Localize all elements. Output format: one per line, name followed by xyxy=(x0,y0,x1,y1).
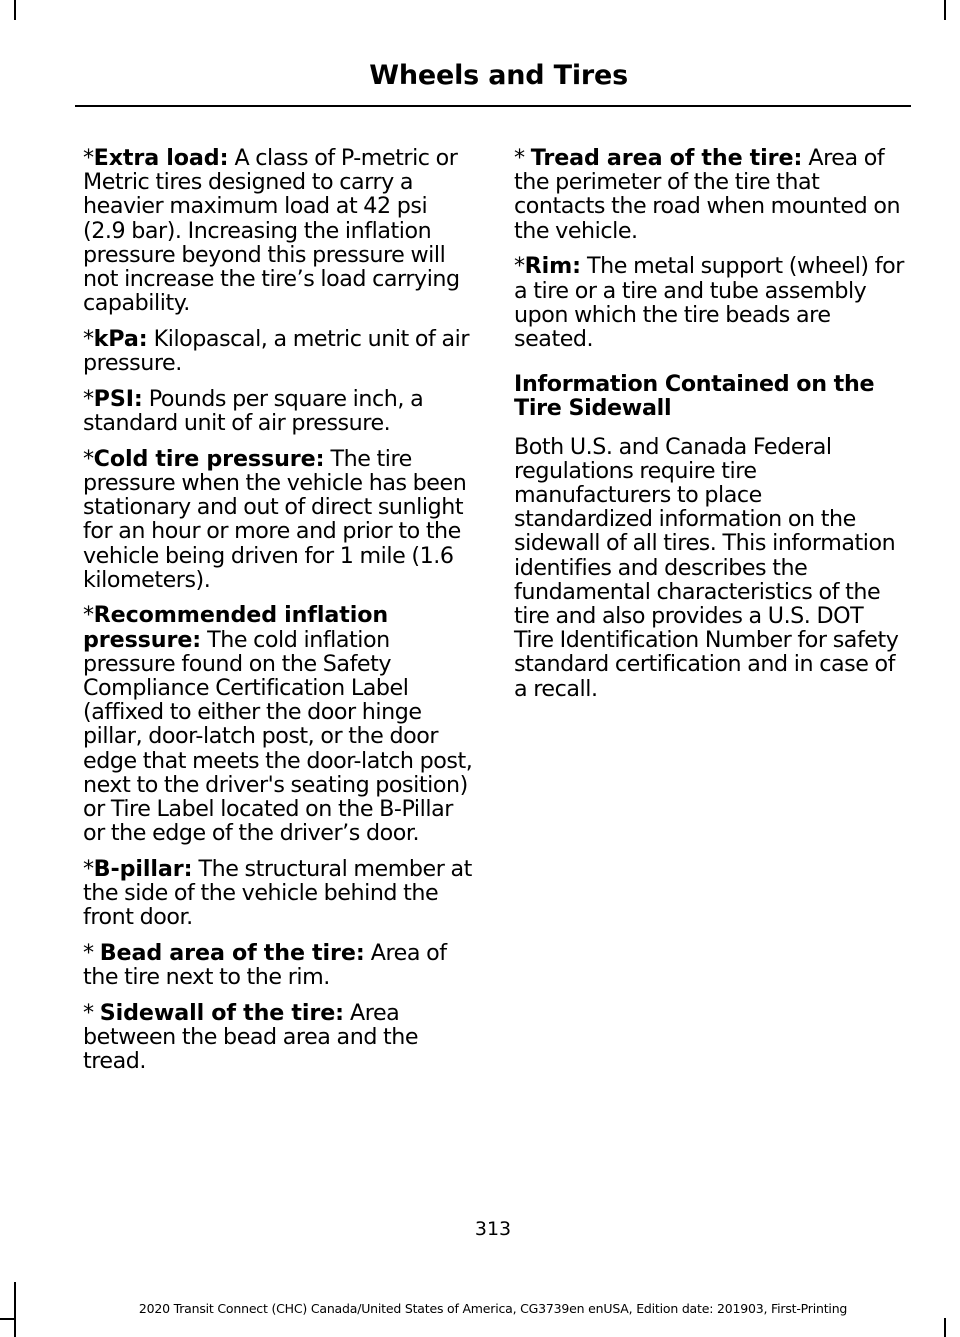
definition-paragraph: *Extra load: A class of P-metric or Metric tires designed to carry a heavier maximum load at 42 psi (2.9 bar). Increasing the inflation pressure beyond this pressure will not increase the tire’s load carrying capability. xyxy=(83,145,460,317)
crop-mark xyxy=(0,1318,16,1320)
crop-mark xyxy=(14,0,16,20)
definition-term: PSI: xyxy=(93,385,143,412)
definition-term: Recommended inflation pressure: xyxy=(83,602,389,653)
crop-mark xyxy=(944,0,946,20)
definition-paragraph: *B-pillar: The structural member at the side of the vehicle behind the front door. xyxy=(83,855,472,931)
section-heading: Information Contained on the Tire Sidewall xyxy=(514,371,875,422)
page-title: Wheels and Tires xyxy=(369,60,628,91)
definition-term: B-pillar: xyxy=(93,855,193,882)
definition-paragraph: * Tread area of the tire: Area of the perimeter of the tire that contacts the road when mounted on the vehicle. xyxy=(514,145,901,244)
definition-paragraph: *Rim: The metal support (wheel) for a tire or a tire and tube assembly upon which the tire beads are seated. xyxy=(514,253,904,352)
page-number: 313 xyxy=(474,1218,512,1240)
definition-paragraph: *Recommended inflation pressure: The cold inflation pressure found on the Safety Compliance Certification Label (affixed to either the door hinge pillar, door-latch post, or the door edge that meets the door-latch post, next to the driver's seating position) or Tire Label located on the B-Pillar or the edge of the driver’s door. xyxy=(83,602,473,847)
footer-text: 2020 Transit Connect (CHC) Canada/United States of America, CG3739en enUSA, Edition date: 201903, First-Printing xyxy=(138,1301,848,1316)
definition-term: kPa: xyxy=(93,325,148,352)
definition-term: Tread area of the tire: xyxy=(530,145,803,171)
definition-term: Cold tire pressure: xyxy=(93,445,325,472)
definition-term: Rim: xyxy=(524,253,581,280)
definition-paragraph: * Bead area of the tire: Area of the tire next to the rim. xyxy=(83,940,447,991)
header-divider xyxy=(75,105,911,107)
definition-paragraph: *kPa: Kilopascal, a metric unit of air pressure. xyxy=(83,325,470,377)
definition-paragraph: *PSI: Pounds per square inch, a standard unit of air pressure. xyxy=(83,385,424,437)
definition-term: Bead area of the tire: xyxy=(99,940,365,967)
section-body: Both U.S. and Canada Federal regulations require tire manufacturers to place standardized information on the sidewall of all tires. This information identifies and describes the fundamental characteristics of the tire and also provides a U.S. DOT Tire Identification Number for safety standard certification and in case of a recall. xyxy=(514,433,899,702)
definition-paragraph: * Sidewall of the tire: Area between the bead area and the tread. xyxy=(83,1000,419,1075)
left-column xyxy=(83,146,475,1085)
crop-mark xyxy=(944,1318,946,1337)
definition-paragraph: *Cold tire pressure: The tire pressure when the vehicle has been stationary and out of direct sunlight for an hour or more and prior to the vehicle being driven for 1 mile (1.6 kilometers). xyxy=(83,445,467,593)
definition-term: Sidewall of the tire: xyxy=(99,1000,344,1026)
definition-term: Extra load: xyxy=(93,145,229,171)
right-column xyxy=(514,146,906,712)
